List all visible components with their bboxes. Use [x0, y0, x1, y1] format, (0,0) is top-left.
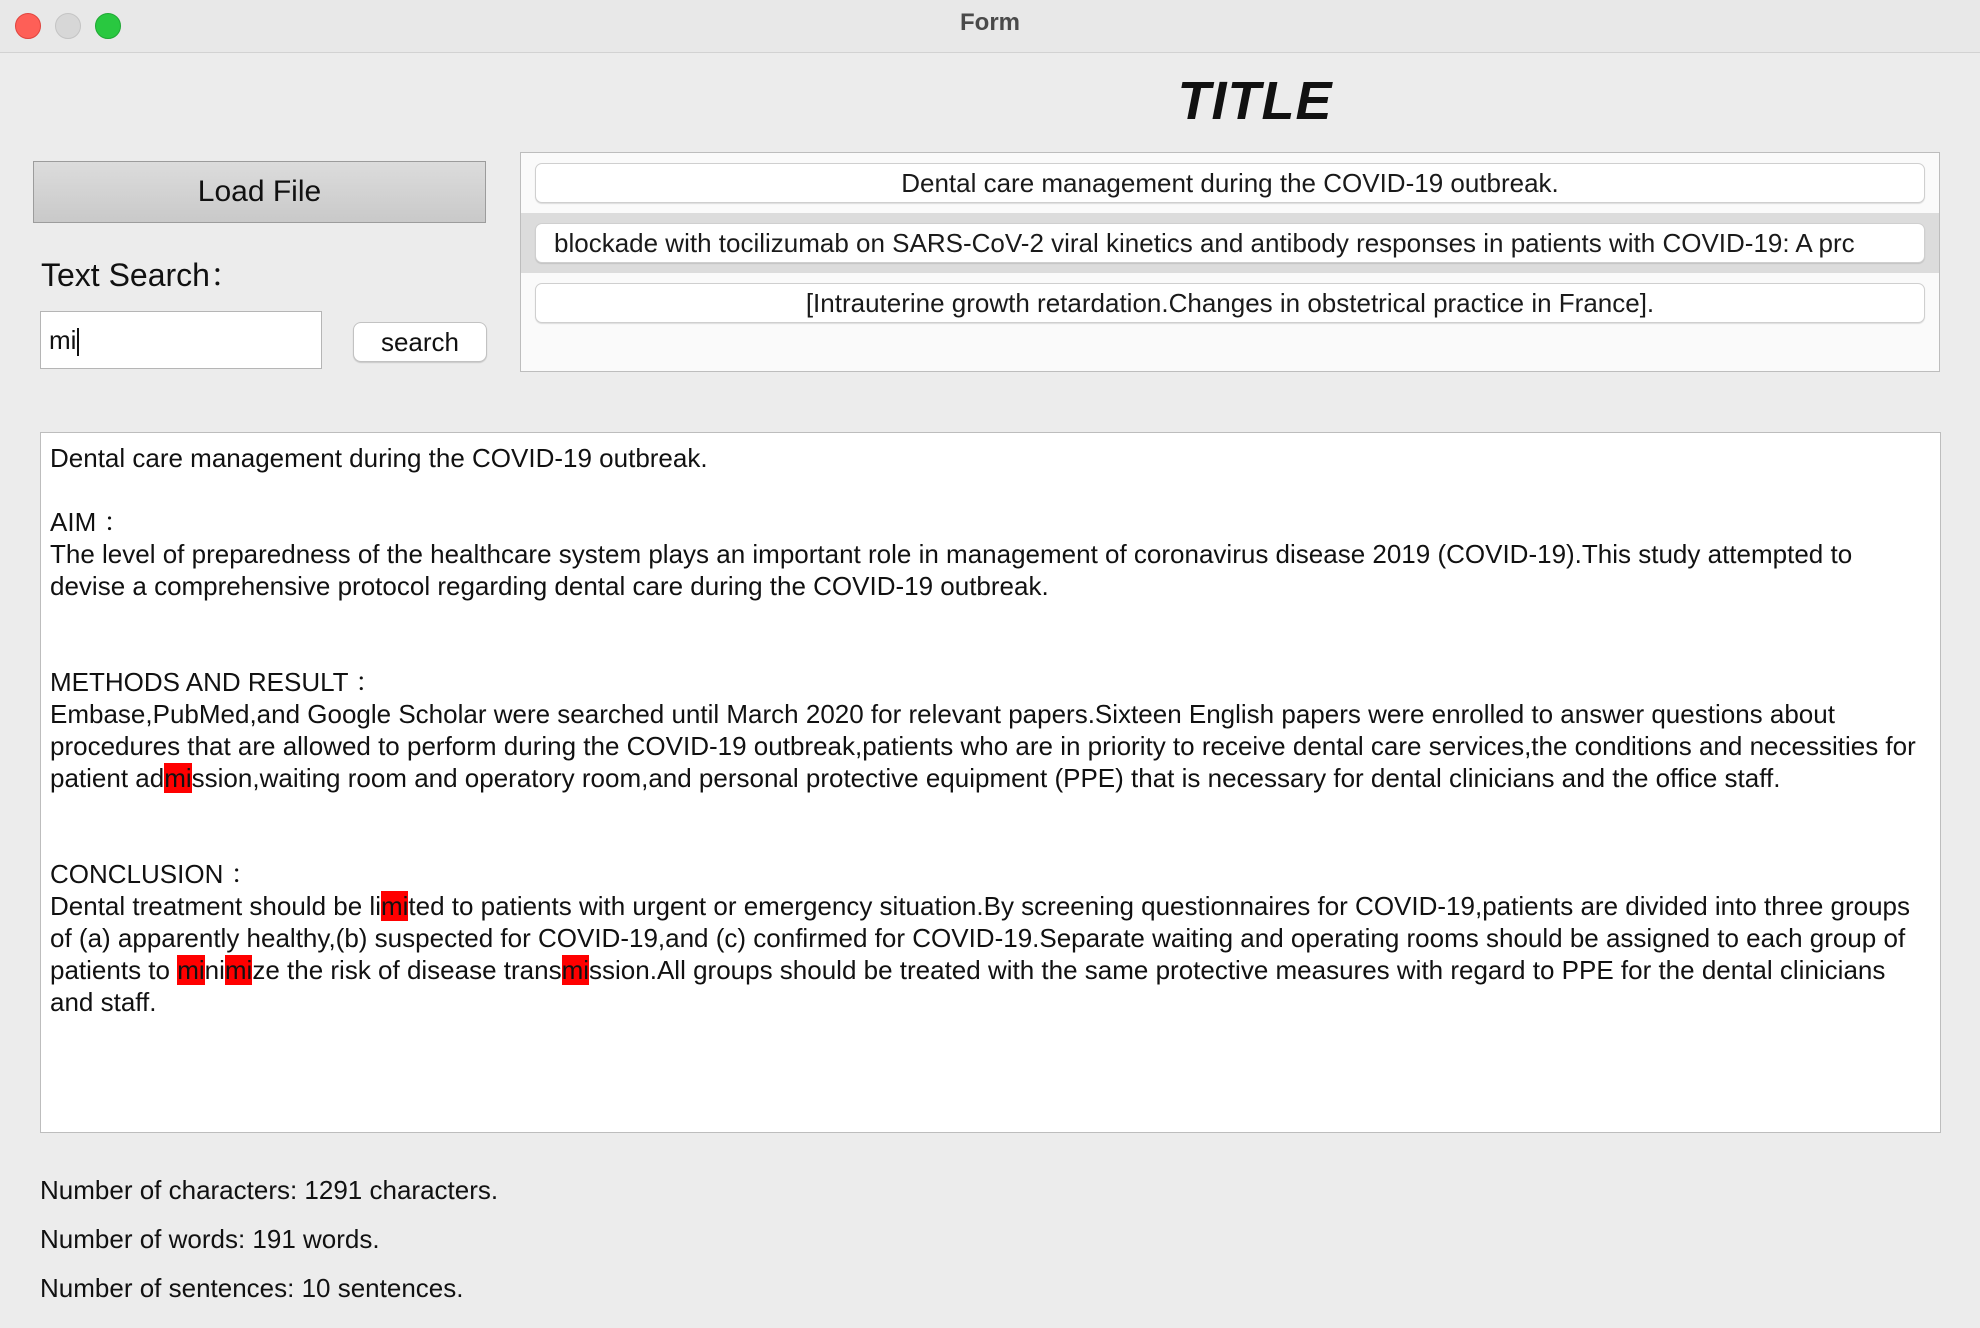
- conclusion-text: [50, 890, 1931, 1018]
- search-highlight: mi: [177, 955, 205, 985]
- search-button[interactable]: search: [353, 322, 487, 362]
- aim-text: The level of preparedness of the healthcare system plays an important role in management of coronavirus disease 2019 (COVID-19).This study attempted to devise a comprehensive protocol regarding dental care during the COVID-19 outbreak.: [50, 539, 1853, 601]
- list-item[interactable]: [521, 153, 1939, 213]
- sentence-count: Number of sentences: 10 sentences.: [40, 1273, 464, 1303]
- conclusion-label: CONCLUSION ：: [50, 859, 257, 889]
- text-run: ze the risk of disease trans: [252, 955, 562, 985]
- search-highlight: mi: [380, 891, 409, 921]
- blank-line: [50, 794, 1931, 858]
- text-run: ted to patients with urgent or emergency situation.By screening questionnaires for COVID-19,patients are divided into three groups of (a) apparently healthy,(b) suspected for COVID-19,and (c) confirmed for COVID-19.Separate waiting and operating rooms should be assigned to each group of patients to: [50, 891, 1911, 985]
- search-highlight: mi: [224, 955, 253, 985]
- blank-line: [50, 474, 1931, 506]
- search-input[interactable]: [40, 311, 322, 369]
- text-run: ssion,waiting room and operatory room,and personal protective equipment (PPE) that is necessary for dental clinicians and the office staff.: [191, 763, 1781, 793]
- list-item-selected[interactable]: [521, 213, 1939, 273]
- result-title[interactable]: blockade with tocilizumab on SARS-CoV-2 viral kinetics and antibody responses in patients with COVID-19: A prc: [535, 223, 1925, 263]
- text-run: ni: [204, 955, 225, 985]
- search-highlight: mi: [561, 955, 590, 985]
- methods-text: [50, 698, 1931, 794]
- load-file-button[interactable]: Load File: [33, 161, 486, 223]
- result-title[interactable]: Dental care management during the COVID-19 outbreak.: [535, 163, 1925, 203]
- aim-label: AIM ：: [50, 507, 130, 537]
- list-item[interactable]: [521, 273, 1939, 333]
- search-highlight: mi: [164, 763, 192, 793]
- abstract-text-area[interactable]: [40, 432, 1941, 1133]
- word-count: Number of words: 191 words.: [40, 1224, 380, 1254]
- document-heading: Dental care management during the COVID-19 outbreak.: [50, 443, 708, 473]
- methods-label: METHODS AND RESULT ：: [50, 667, 382, 697]
- window-titlebar: [0, 0, 1980, 53]
- blank-line: [50, 602, 1931, 666]
- text-run: Embase,PubMed,and Google Scholar were searched until March 2020 for relevant papers.Sixteen English papers were enrolled to answer questions about procedures that are allowed to perform during the COVID-19 outbreak,patients who are in priority to receive dental care services,the conditions and necessities for patient ad: [50, 699, 1916, 793]
- search-label: Text Search：: [41, 257, 242, 293]
- window-title: Form: [960, 9, 1020, 36]
- result-title[interactable]: [Intrauterine growth retardation.Changes in obstetrical practice in France].: [535, 283, 1925, 323]
- search-input-value: mi: [49, 325, 77, 355]
- results-list[interactable]: [520, 152, 1940, 372]
- text-caret: [77, 328, 79, 356]
- text-run: Dental treatment should be li: [50, 891, 381, 921]
- text-run: ssion.All groups should be treated with the same protective measures with regard to PPE for the dental clinicians and staff.: [50, 955, 1886, 1017]
- character-count: Number of characters: 1291 characters.: [40, 1175, 499, 1205]
- page-title: TITLE: [1177, 71, 1333, 131]
